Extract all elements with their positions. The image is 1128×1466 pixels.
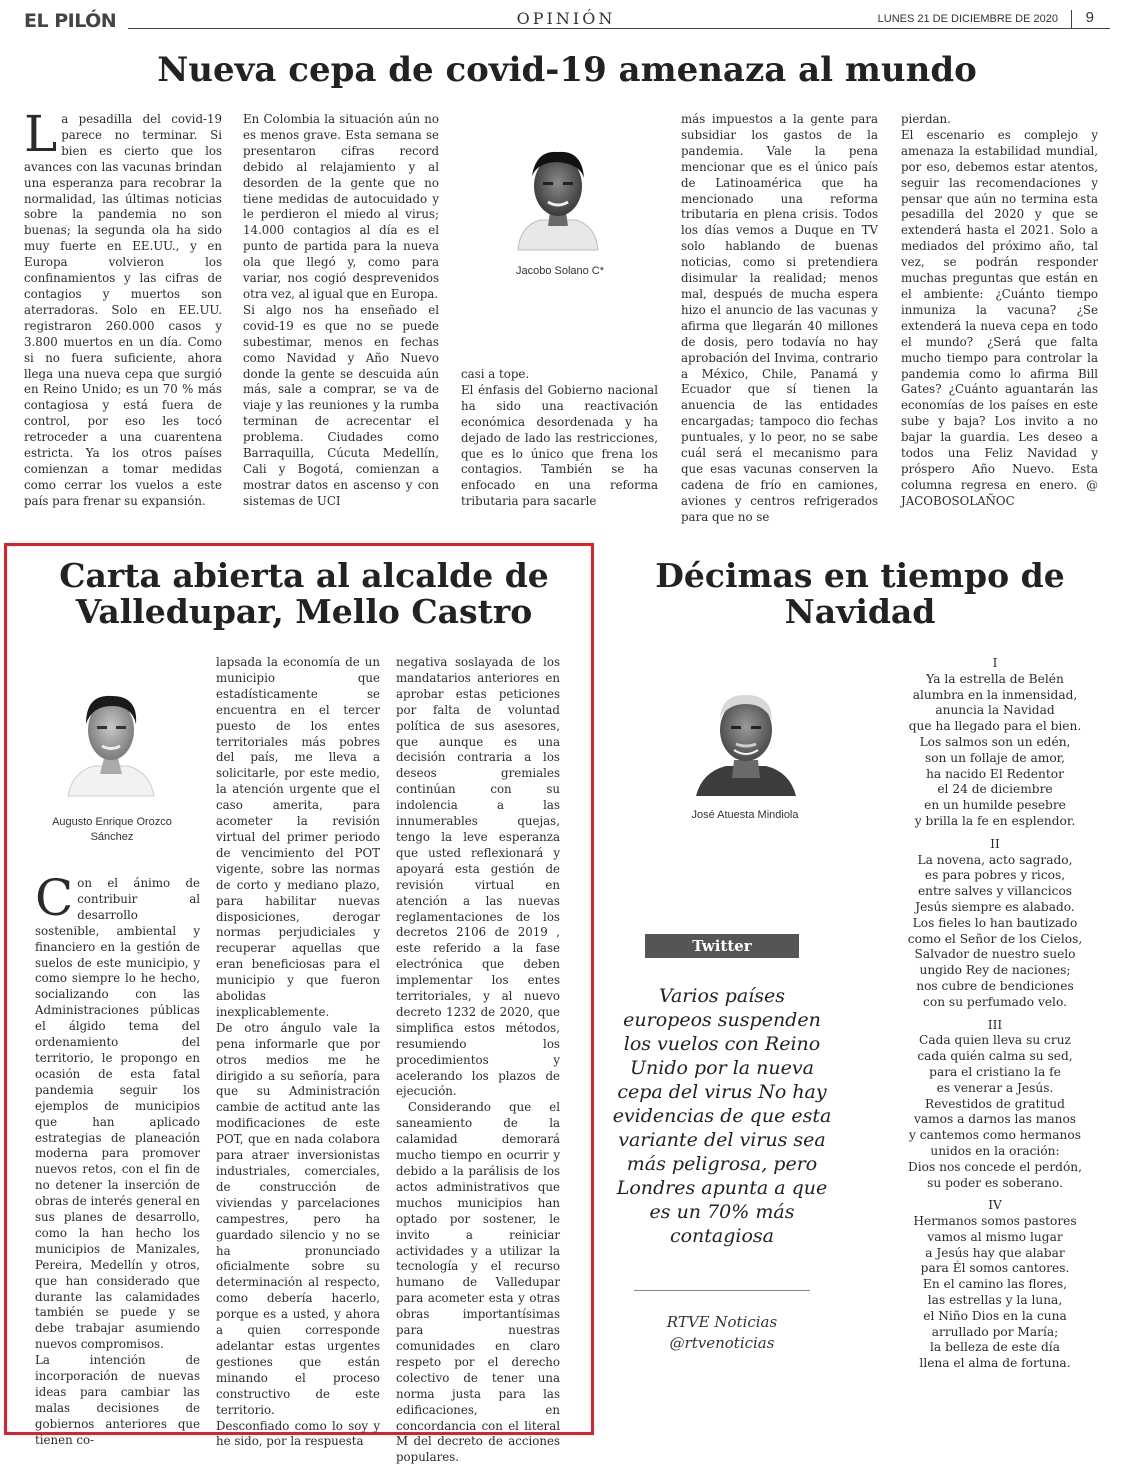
poem [880,656,1110,1379]
portrait-icon [62,684,160,796]
stanza-number: II [990,836,1000,851]
twitter-quote: Varios países europeos suspenden los vuelos con Reino Unido por la nueva cepa del virus No hay evidencias de que esta variante del virus sea más peligrosa, pero Londres apunta a que es un 70% más contagiosa [612,985,832,1247]
header-divider [1071,10,1072,28]
article-1-column-4: más impuestos a la gente para subsidiar los gastos de la pandemia. Vale la pena mencionar que es el único país de Latinoamérica que ha mencionado una reforma tributaria en plena crisis. Todos los días vemos a Duque en TV solo hablando de buenas noticias, como si pretendiera disimular la realidad; menos mal, después de mucha espera hizo el anuncio de las vacunas y afirma que llegarán 40 millones de dosis, pero todavía no hay aprobación del Invima, contrario a México, Chile, Panamá y Ecuador que sí tienen la anuencia de las entidades encargadas; tampoco dio fechas puntuales, y lo peor, no se sabe cuál será el mecanismo para que esas vacunas conserven la cadena de frío en camiones, aviones y centros refrigerados para que no se [681,112,878,524]
poem-stanza: I Ya la estrella de Belén alumbra en la inmensidad, anuncia la Navidad que ha llegado para el bien. Los salmos son un edén, son un follaje de amor, ha nacido El Redentor el 24 de diciembre en un humilde pesebre y brilla la fe en esplendor. [880,656,1110,830]
stanza-number: III [987,1017,1003,1032]
author-photo-jose [692,682,800,796]
issue-date: LUNES 21 DE DICIEMBRE DE 2020 [872,13,1064,25]
article-1-column-3: casi a tope. El énfasis del Gobierno nacional ha sido una reactivación económica desordenada y ha dejado de lado las restricciones, que es lo único que frena los contagios. También se ha enfocado en una reforma tributaria para sacarle [461,367,658,509]
article-1-column-1: La pesadilla del covid-19 parece no terminar. Si bien es cierto que los avances con las vacunas brindan una esperanza para recobrar la normalidad, las últimas noticias sobre la pandemia no son buenas; la segunda ola ha sido muy fuerte en EE.UU., y en Europa volvieron los confinamientos y las cifras de contagios y muertos son aterradoras. Solo en EE.UU. registraron 260.000 casos y 3.800 muertos en un día. Como si no fuera suficiente, ahora llega una nueva cepa que surgió en Reino Unido; es un 70 % más contagiosa y está fuera de control, por eso les tocó retroceder a una cuarentena estricta. Ya los otros países comienzan a tomar medidas como cerrar los vuelos a este país para frenar su expansión. [24,105,222,508]
section-title: OPINIÓN [476,9,656,28]
article-2-column-3: negativa soslayada de los mandatarios anteriores en aprobar estas peticiones por falta de voluntad política de sus asesores, que aunque es una decisión contraria a los deseos gremiales continúan con su indolencia a las innumerables quejas, tengo la leve esperanza que usted reflexionará y apoyará esta gestión de revisión virtual en atención a las nuevas reglamentaciones de los decretos 2106 de 2019 , este referido a la fase electrónica que deben implementar los entes territoriales, y al nuevo decreto 1232 de 2020, que simplifica estos métodos, resumiendo los procedimientos y acelerando los plazos de ejecución. Considerando que el saneamiento de la calamidad demorará mucho tiempo en ocurrir y debido a la parálisis de los actos administrativos que muchos municipios han optado por sostener, le invito a reiniciar actividades y a utilizar la tecnología y el recurso humano de Valledupar para acometer esta y otras obras importantísimas para nuestras comunidades en claro respeto por el derecho colectivo de tener una norma justa para las edificaciones, en concordancia con el literal M del decreto de acciones populares. [396,655,560,1465]
author-photo-jacobo [510,140,606,250]
masthead [24,10,1110,34]
article-2-column-2: lapsada la economía de un municipio que estadísticamente se encuentra en el tercer puesto de los entes territoriales más pobres del país, me lleva a solicitarle, por este medio, la atención urgente que el caso amerita, para acometer la revisión virtual del primer periodo de vencimiento del POT vigente, sobre las normas de corto y mediano plazo, para habilitar nuevas disposiciones, derogar normas perjudiciales y recuperar aquellas que eran beneficiosas para el municipio y que fueron abolidas inexplicablemente. De otro ángulo vale la pena informarle que por otros medios me he dirigido a su señoría, para que su Administración cambie de actitud ante las modificaciones de este POT, que en nada colabora para atraer inversionistas industriales, comerciales, de construcción de viviendas y parcelaciones campestres, pero ha guardado silencio y no se ha pronunciado oficialmente sobre su determinación al respecto, como debería hacerlo, porque es a usted, y ahora a quien corresponde adelantar estas urgentes gestiones que están minando el proceso constructivo de este territorio. Desconfiado como lo soy y he sido, por la respuesta [216,655,380,1449]
page-number: 9 [1085,9,1094,26]
newspaper-logo: EL PILÓN [24,10,117,32]
drop-cap: L [24,105,58,163]
portrait-icon [510,140,606,250]
poem-stanza: III Cada quien lleva su cruz cada quién calma su sed, para el cristiano la fe es venerar a Jesús. Revestidos de gratitud vamos a darnos las manos y cantemos como hermanos unidos en la oración: Dios nos concede el perdón, su poder es soberano. [880,1018,1110,1192]
poem-stanza: II La novena, acto sagrado, es para pobres y ricos, entre salves y villancicos Jesús siempre es alabado. Los fieles lo han bautizado como el Señor de los Cielos, Salvador de nuestro suelo ungido Rey de naciones; nos cubre de bendiciones con su perfumado velo. [880,837,1110,1011]
twitter-label: Twitter [645,934,799,958]
author-caption-jose: José Atuesta Mindiola [691,809,799,821]
twitter-divider [634,1290,810,1291]
article-1-column-5: pierdan. El escenario es complejo y amenaza la estabilidad mundial, por eso, debemos estar atentos, seguir las recomendaciones y pensar que aún no termina esta pesadilla del 2020 y que se extenderá hasta el 2021. Solo a mediados del próximo año, tal vez, se podrán responder muchas preguntas que están en el ambiente: ¿Cuánto tiempo inmuniza la vacuna? ¿Se extenderá la nueva cepa en todo el mundo? ¿Será que falta mucho tiempo para controlar la pandemia como lo afirma Bill Gates? ¿Cuánto aguantarán las economías de los países en este sube y baja? Los invito a no bajar la guardia. Les deseo a todos una Feliz Navidad y próspero Año Nuevo. Esta columna regresa en enero. @ JACOBOSOLAÑOC [901,112,1098,508]
article-2-headline: Carta abierta al alcalde de Valledupar, Mello Castro [59,556,549,632]
article-3-headline: Décimas en tiempo de Navidad [655,556,1065,632]
poem-stanza: IV Hermanos somos pastores vamos al mismo lugar a Jesús hay que alabar para Él somos cantores. En el camino las flores, las estrellas y la luna, el Niño Dios en la cuna arrullado por María; la belleza de este día llena el alma de fortuna. [880,1198,1110,1372]
article-1-column-2: En Colombia la situación aún no es menos grave. Esta semana se presentaron cifras record debido al relajamiento y al desorden de la gente que no tiene medidas de autocuidado y le perdieron el miedo al virus; 14.000 contagios al día es el punto de partida para la nueva ola que llegó y, como para variar, nos cogió desprevenidos otra vez, al igual que en Europa. Si algo nos ha enseñado el covid-19 es que no se puede subestimar, menos en fechas como Navidad y Año Nuevo donde la gente se descuida aún más, sale a comprar, se va de viaje y las reuniones y la rumba terminan de acrecentar el problema. Ciudades como Barraquilla, Cúcuta Medellín, Cali y Bogotá, comienzan a mostrar datos en ascenso y con sistemas de UCI [243,112,439,508]
article-2-column-1: Con el ánimo de contribuir al desarrollo sostenible, ambiental y financiero en la gestión de suelos de este municipio, y como siempre lo he hecho, socializando con las Administraciones públicas el álgido tema del ordenamiento del territorio, le propongo en ocasión de esta fatal pandemia seguir los ejemplos de municipios que han aplicado estrategias de planeación moderna para promover nuevos retos, con el fin de no detener la inserción de obras de interés general en sus planes de desarrollo, como la han hecho los municipios de Manizales, Pereira, Medellín y otros, que han considerado que durante las calamidades también se puede y se debe trabajar asumiendo nuevos compromisos. La intención de incorporación de nuevas ideas para cambiar las malas decisiones de gobiernos anteriores que tienen co- [35,869,200,1447]
article-1-headline: Nueva cepa de covid-19 amenaza al mundo [157,50,977,90]
portrait-icon [692,682,800,796]
header-rule [128,28,1110,29]
author-photo-augusto [62,684,160,796]
stanza-number: I [992,656,998,670]
stanza-number: IV [988,1198,1002,1213]
drop-cap: C [35,869,74,927]
author-caption-jacobo: Jacobo Solano C* [515,265,605,277]
author-caption-augusto: Augusto Enrique Orozco Sánchez [52,816,172,844]
twitter-source: RTVE Noticias @rtvenoticias [666,1313,778,1352]
